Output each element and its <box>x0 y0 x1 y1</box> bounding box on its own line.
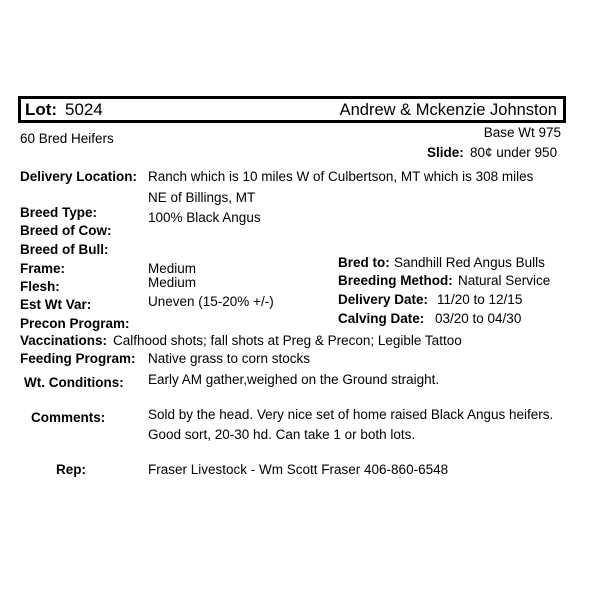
comments-label: Comments: <box>31 410 106 425</box>
head-description: 60 Bred Heifers <box>20 131 114 146</box>
rep-value: Fraser Livestock - Wm Scott Fraser 406-860-6548 <box>148 462 449 477</box>
vaccinations-value: Calfhood shots; fall shots at Preg & Precon; Legible Tattoo <box>113 333 462 348</box>
lot-header-box <box>18 96 566 123</box>
base-weight: Base Wt 975 <box>483 125 561 140</box>
wt-conditions-value: Early AM gather,weighed on the Ground straight. <box>148 372 440 387</box>
flesh-label: Flesh: <box>20 279 60 294</box>
delivery-date-value: 11/20 to 12/15 <box>437 292 523 307</box>
bred-to-label: Bred to: <box>338 255 390 270</box>
comments-line1: Sold by the head. Very nice set of home raised Black Angus heifers. <box>148 407 554 422</box>
breed-of-bull-label: Breed of Bull: <box>20 242 109 257</box>
seller-name: Andrew & Mckenzie Johnston <box>339 101 557 119</box>
est-wt-var-label: Est Wt Var: <box>20 297 92 312</box>
bred-to-value: Sandhill Red Angus Bulls <box>394 255 545 270</box>
lot-label: Lot: <box>25 100 58 119</box>
calving-date-label: Calving Date: <box>338 311 425 326</box>
feeding-program-label: Feeding Program: <box>20 351 136 366</box>
precon-program-label: Precon Program: <box>20 316 130 331</box>
wt-conditions-label: Wt. Conditions: <box>24 375 124 390</box>
breed-type-value: 100% Black Angus <box>148 210 261 225</box>
delivery-location-line2: NE of Billings, MT <box>148 190 256 205</box>
slide-value: 80¢ under 950 <box>470 145 558 160</box>
frame-value: Medium <box>148 261 197 276</box>
calving-date-value: 03/20 to 04/30 <box>435 311 522 326</box>
breed-type-label: Breed Type: <box>20 205 98 220</box>
delivery-location-line1: Ranch which is 10 miles W of Culbertson, MT which is 308 miles <box>148 169 534 184</box>
breed-of-cow-label: Breed of Cow: <box>20 223 112 238</box>
lot-number: 5024 <box>65 100 103 119</box>
comments-line2: Good sort, 20-30 hd. Can take 1 or both lots. <box>148 427 416 442</box>
vaccinations-label: Vaccinations: <box>20 333 108 348</box>
rep-label: Rep: <box>56 462 86 477</box>
flesh-value: Medium <box>148 275 197 290</box>
frame-label: Frame: <box>20 261 66 276</box>
slide-label: Slide: <box>427 145 464 160</box>
breeding-method-value: Natural Service <box>458 273 551 288</box>
breeding-method-label: Breeding Method: <box>338 273 453 288</box>
feeding-program-value: Native grass to corn stocks <box>148 351 311 366</box>
delivery-location-label: Delivery Location: <box>20 169 138 184</box>
delivery-date-label: Delivery Date: <box>338 292 429 307</box>
est-wt-var-value: Uneven (15-20% +/-) <box>148 294 274 309</box>
